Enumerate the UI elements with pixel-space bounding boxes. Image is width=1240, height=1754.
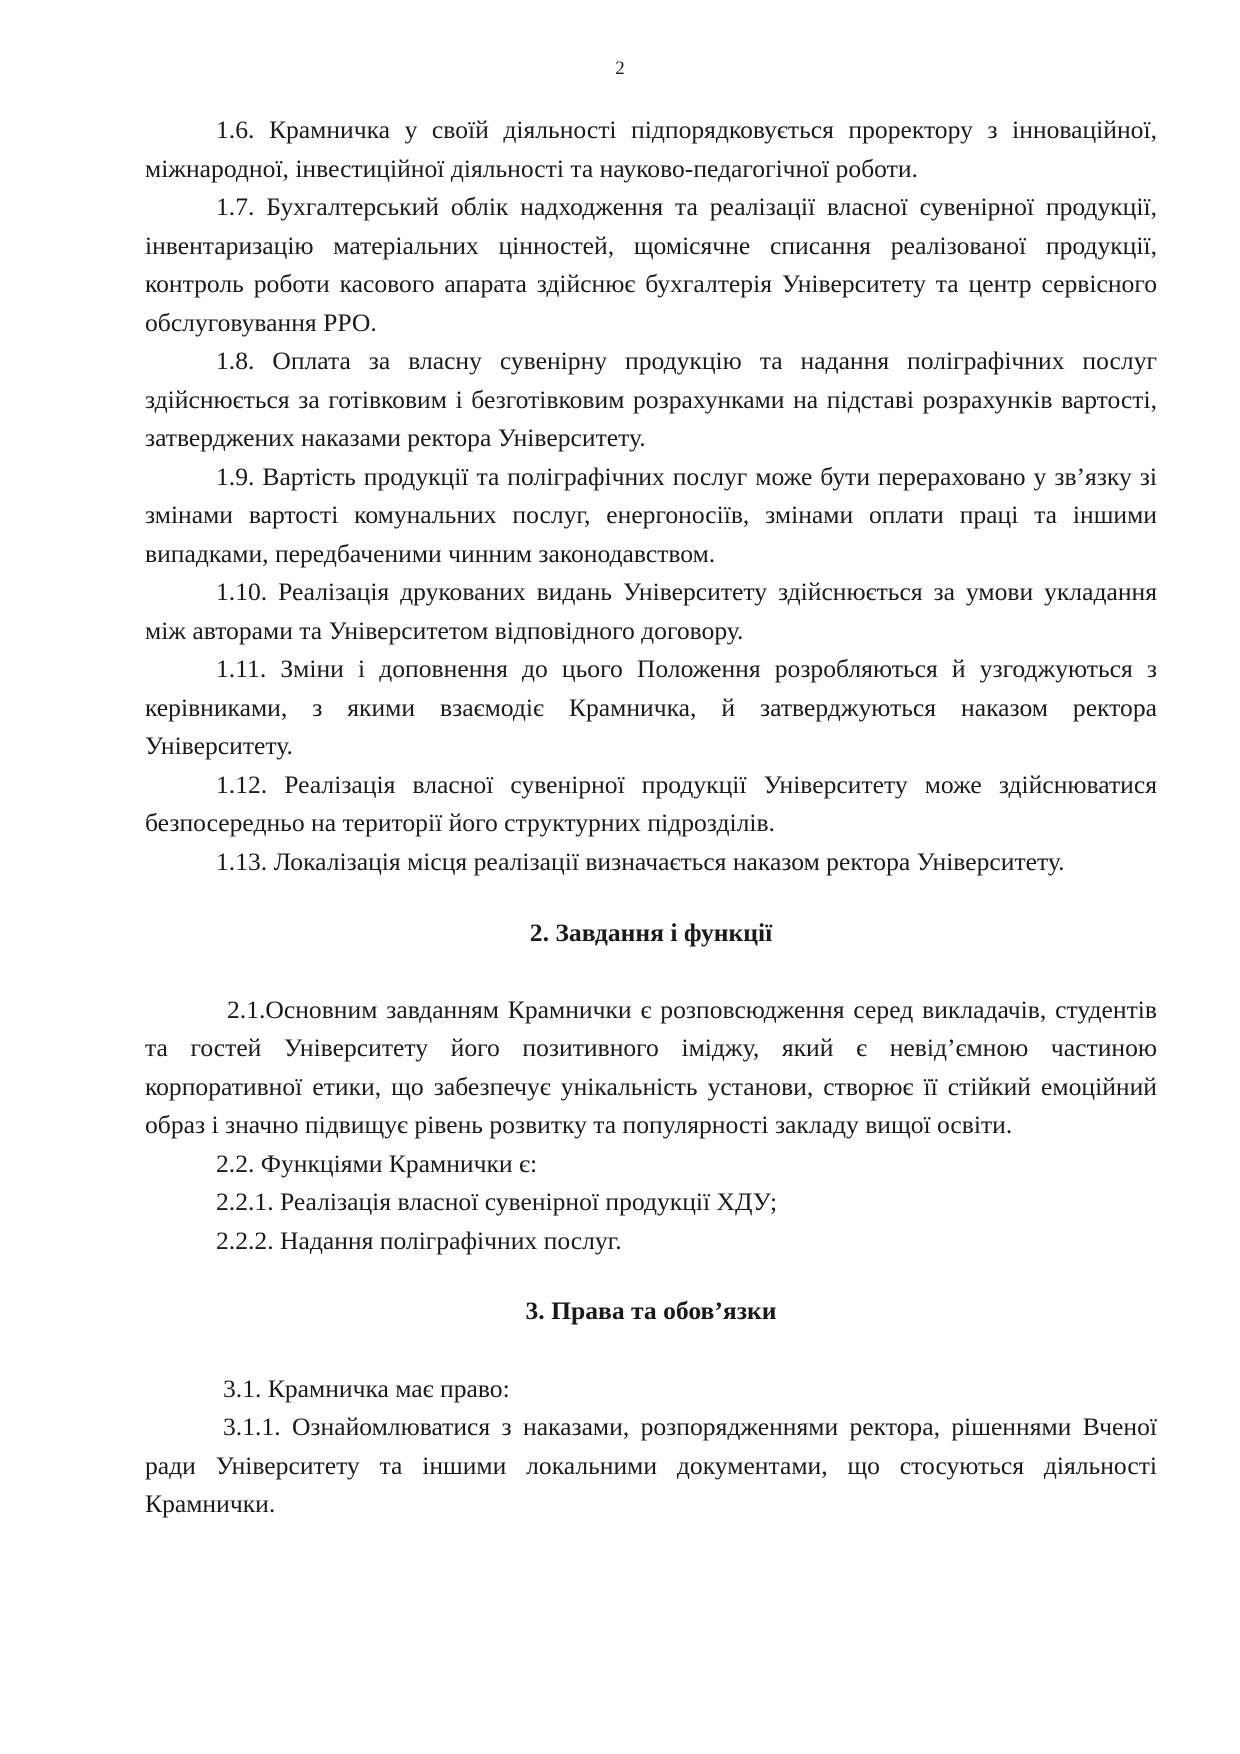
paragraph-2-2: 2.2. Функціями Крамнички є:	[216, 1148, 538, 1178]
paragraph-1-11: 1.11. Зміни і доповнення до цього Положення розробляються й узгоджуються з керівниками, з якими взаємодіє Крамничка, й затверджуються наказом ректора Університету.	[145, 654, 1157, 760]
paragraph-1-12: 1.12. Реалізація власної сувенірної продукції Університету може здійснюватися безпосередньо на території його структурних підрозділів.	[145, 769, 1157, 837]
paragraph-3-1-1: 3.1.1. Ознайомлюватися з наказами, розпорядженнями ректора, рішеннями Вченої ради Університету та іншими локальними документами, що стосуються діяльності Крамнички.	[145, 1412, 1157, 1518]
paragraph-3-1: 3.1. Крамничка має право:	[223, 1373, 510, 1403]
section-3-heading: 3. Права та обов’язки	[525, 1296, 777, 1325]
document-body	[145, 111, 1157, 1524]
paragraph-2-2-1: 2.2.1. Реалізація власної сувенірної продукції ХДУ;	[216, 1187, 778, 1216]
paragraph-1-8: 1.8. Оплата за власну сувенірну продукцію та надання поліграфічних послуг здійснюється за готівковим і безготівковим розрахунками на підставі розрахунків вартості, затверджених наказами ректора Університету.	[145, 346, 1157, 452]
paragraph-1-13: 1.13. Локалізація місця реалізації визначається наказом ректора Університету.	[216, 846, 1065, 876]
paragraph-1-7: 1.7. Бухгалтерський облік надходження та реалізації власної сувенірної продукції, інвентаризацію матеріальних цінностей, щомісячне списання реалізованої продукції, контроль роботи касового апарата здійснює бухгалтерія Університету та центр сервісного обслуговування РРО.	[145, 192, 1157, 337]
paragraph-1-6: 1.6. Крамничка у своїй діяльності підпорядковується проректору з інноваційної, міжнародної, інвестиційної діяльності та науково-педагогічної роботи.	[145, 115, 1157, 183]
page-number: 2	[615, 58, 625, 79]
paragraph-2-1: 2.1.Основним завданням Крамнички є розповсюдження серед викладачів, студентів та гостей Університету його позитивного іміджу, який є невід’ємною частиною корпоративної етики, що забезпечує унікальність установи, створює її стійкий емоційний образ і значно підвищує рівень розвитку та популярності закладу вищої освіти.	[145, 994, 1157, 1139]
section-2-heading: 2. Завдання і функції	[529, 918, 773, 947]
paragraph-1-9: 1.9. Вартість продукції та поліграфічних послуг може бути перераховано у зв’язку зі змінами вартості комунальних послуг, енергоносіїв, змінами оплати праці та іншими випадками, передбаченими чинним законодавством.	[145, 461, 1157, 568]
paragraph-1-10: 1.10. Реалізація друкованих видань Університету здійснюється за умови укладання між авторами та Університетом відповідного договору.	[145, 577, 1157, 645]
paragraph-2-2-2: 2.2.2. Надання поліграфічних послуг.	[216, 1225, 622, 1255]
